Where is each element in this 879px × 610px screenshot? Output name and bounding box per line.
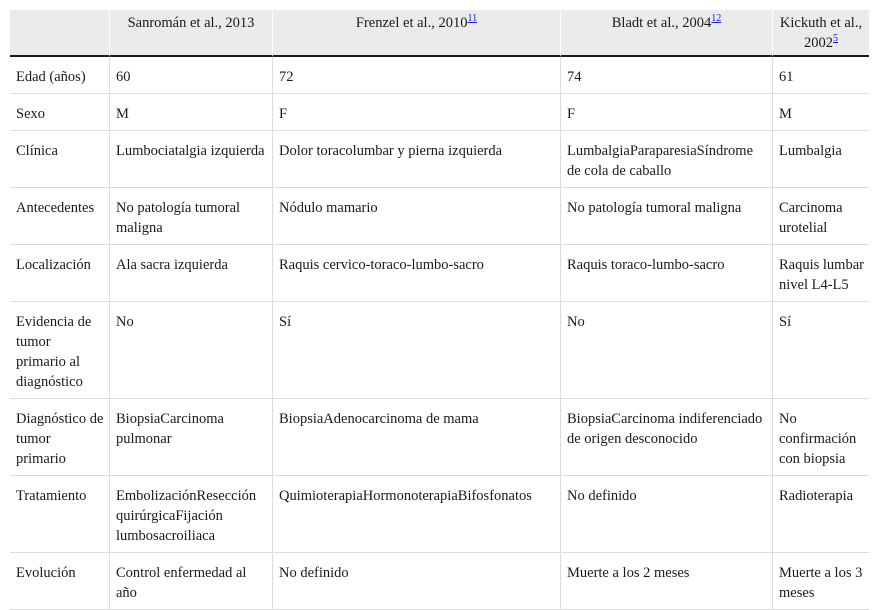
- table-cell: BiopsiaCarcinoma indiferenciado de origen desconocido: [561, 399, 773, 476]
- row-label: Evolución: [10, 553, 110, 610]
- table-row: [10, 553, 869, 610]
- header-cell-frenzel: [273, 10, 561, 57]
- table-row: [10, 302, 869, 399]
- comparison-table: [10, 10, 869, 610]
- reference-link[interactable]: 5: [833, 33, 838, 44]
- row-label: Evidencia de tumor primario al diagnóstico: [10, 302, 110, 399]
- table-cell: Dolor toracolumbar y pierna izquierda: [273, 131, 561, 188]
- table-row: [10, 399, 869, 476]
- table-cell: 61: [773, 57, 869, 94]
- table-cell: 60: [110, 57, 273, 94]
- table-cell: BiopsiaAdenocarcinoma de mama: [273, 399, 561, 476]
- header-label: Frenzel et al., 2010: [355, 15, 468, 31]
- table-cell: Sí: [273, 302, 561, 399]
- table-cell: No patología tumoral maligna: [561, 188, 773, 245]
- table-cell: No confirmación con biopsia: [773, 399, 869, 476]
- table-cell: No definido: [273, 553, 561, 610]
- table-cell: F: [561, 94, 773, 131]
- table-row: [10, 476, 869, 553]
- table-cell: Raquis toraco-lumbo-sacro: [561, 245, 773, 302]
- table-row: [10, 131, 869, 188]
- table-cell: Raquis cervico-toraco-lumbo-sacro: [273, 245, 561, 302]
- table-cell: Radioterapia: [773, 476, 869, 553]
- table-header: [10, 10, 869, 57]
- row-label: Localización: [10, 245, 110, 302]
- table-cell: 74: [561, 57, 773, 94]
- table-cell: QuimioterapiaHormonoterapiaBifosfonatos: [273, 476, 561, 553]
- header-cell-empty: [10, 10, 110, 57]
- row-label: Diagnóstico de tumor primario: [10, 399, 110, 476]
- table-cell: No: [561, 302, 773, 399]
- table-cell: 72: [273, 57, 561, 94]
- table-cell: Ala sacra izquierda: [110, 245, 273, 302]
- comparison-table-container: [10, 10, 869, 601]
- reference-link[interactable]: 11: [467, 13, 478, 24]
- row-label: Edad (años): [10, 57, 110, 94]
- table-cell: No: [110, 302, 273, 399]
- table-cell: No patología tumoral maligna: [110, 188, 273, 245]
- header-label: Bladt et al., 2004: [611, 15, 712, 31]
- table-cell: Muerte a los 2 meses: [561, 553, 773, 610]
- table-cell: Raquis lumbar nivel L4-L5: [773, 245, 869, 302]
- header-label: Kickuth et al., 2002: [779, 15, 863, 51]
- header-row: [10, 10, 869, 57]
- row-label: Tratamiento: [10, 476, 110, 553]
- table-cell: M: [773, 94, 869, 131]
- row-label: Sexo: [10, 94, 110, 131]
- table-row: [10, 245, 869, 302]
- table-row: [10, 94, 869, 131]
- table-cell: Lumbociatalgia izquierda: [110, 131, 273, 188]
- table-cell: No definido: [561, 476, 773, 553]
- table-cell: EmbolizaciónResección quirúrgicaFijación lumbosacroiliaca: [110, 476, 273, 553]
- table-row: [10, 57, 869, 94]
- header-cell-sanroman: [110, 10, 273, 57]
- table-cell: BiopsiaCarcinoma pulmonar: [110, 399, 273, 476]
- row-label: Antecedentes: [10, 188, 110, 245]
- table-cell: Lumbalgia: [773, 131, 869, 188]
- table-cell: Nódulo mamario: [273, 188, 561, 245]
- table-cell: F: [273, 94, 561, 131]
- table-cell: M: [110, 94, 273, 131]
- reference-link[interactable]: 12: [711, 13, 722, 24]
- table-cell: Sí: [773, 302, 869, 399]
- table-body: [10, 57, 869, 610]
- row-label: Clínica: [10, 131, 110, 188]
- table-cell: Carcinoma urotelial: [773, 188, 869, 245]
- header-cell-bladt: [561, 10, 773, 57]
- table-cell: Control enfermedad al año: [110, 553, 273, 610]
- table-row: [10, 188, 869, 245]
- header-label: Sanromán et al., 2013: [127, 15, 255, 31]
- table-cell: LumbalgiaParaparesiaSíndrome de cola de caballo: [561, 131, 773, 188]
- header-cell-kickuth: [773, 10, 869, 57]
- table-cell: Muerte a los 3 meses: [773, 553, 869, 610]
